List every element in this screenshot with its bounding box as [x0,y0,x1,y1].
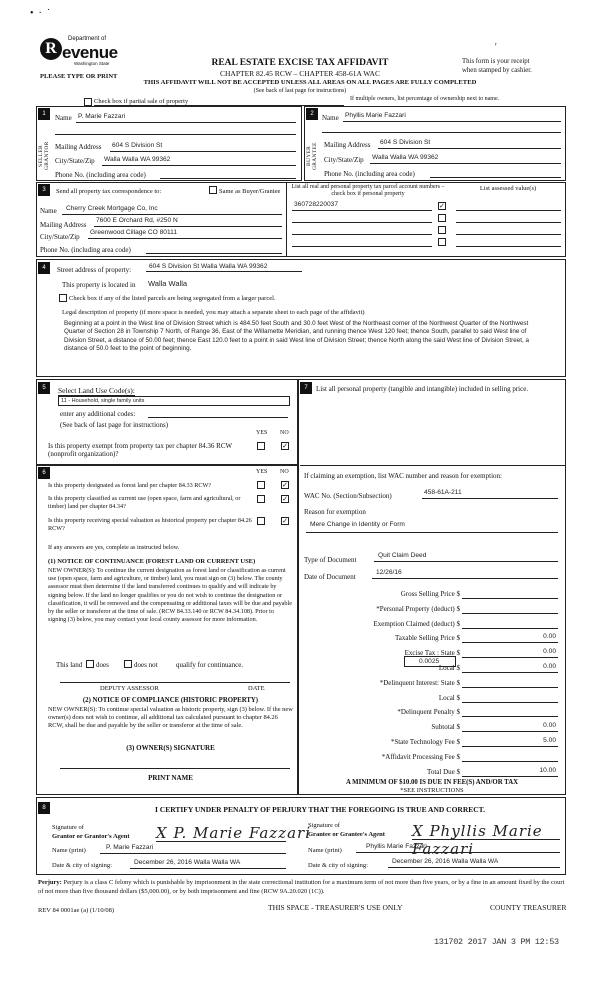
grantee-date-label: Date & city of signing: [308,862,368,869]
grantee-name-line [356,852,560,853]
does-not-label: does not [134,661,158,669]
taxpayer-mail-label: Mailing Address [40,221,87,229]
county-treasurer: COUNTY TREASURER [490,903,567,912]
complete-instructions: If any answers are yes, complete as instructed below. [48,544,180,551]
seller-name-value[interactable]: P. Marie Fazzari [78,113,126,120]
street-label: Street address of property: [57,266,132,274]
multiple-owners-note: If multiple owners, list percentage of ownership next to name. [350,96,500,102]
wac-value[interactable]: 458-61A-211 [424,489,462,496]
historic-yes-checkbox[interactable] [257,517,265,525]
seller-city-label: City/State/Zip [55,157,95,165]
grantee-sig-label-1: Signature of [308,822,340,829]
current-use-question: Is this property classified as current use (open space, farm and agricultural, or timber) land per chapter 84.34? [48,495,241,510]
historic-question: Is this property receiving special valuation as historical property per chapter 84.26 RCW? [48,517,252,532]
grantee-date-line [388,867,560,868]
please-type: PLEASE TYPE OR PRINT [40,73,118,80]
land-use-no-header: NO [280,430,289,436]
owner-signature-label: (3) OWNER(S) SIGNATURE [126,744,215,752]
tax-row-line [462,702,558,703]
certify-text: I CERTIFY UNDER PENALTY OF PERJURY THAT THE FOREGOING IS TRUE AND CORRECT. [154,805,485,814]
parcel-line-1 [292,210,432,211]
partial-sale-checkbox[interactable] [84,98,92,106]
parcel-line-3 [292,234,432,235]
reason-label: Reason for exemption [304,508,366,516]
grantor-name-label: Name (print) [52,847,86,854]
buyer-side-label: BUYER GRANTEE [306,142,318,170]
street-value[interactable]: 604 S Division St Walla Walla WA 99362 [149,263,268,270]
grantee-signature-line [412,839,560,840]
taxpayer-phone-line [146,253,282,254]
seller-mail-label: Mailing Address [55,143,102,151]
tax-row-line [462,716,558,717]
section-1-badge: 1 [38,108,50,120]
wac-line [422,498,558,499]
qualify-label: qualify for continuance. [176,661,244,669]
tax-row-label: *Delinquent Penalty $ [397,708,460,717]
grantor-date-line [130,868,286,869]
personal-property-checkbox-4[interactable] [438,238,446,246]
wac-prompt: If claiming an exemption, list WAC number and reason for exemption: [304,472,502,480]
taxpayer-send-label: Send all property tax correspondence to: [56,188,162,195]
section-3-badge: 3 [38,184,50,196]
parcel-line-4 [292,246,432,247]
personal-property-label: List all personal property (tangible and intangible) included in selling price. [316,385,529,393]
same-as-buyer-checkbox[interactable] [209,186,217,194]
print-name-label: PRINT NAME [148,774,193,782]
section-5-badge: 5 [38,382,50,394]
current-use-yes-checkbox[interactable] [257,495,265,503]
buyer-city-label: City/State/Zip [324,156,364,164]
street-line [146,271,302,272]
tax-row-label: Local $ [438,693,460,702]
grantee-sig-label-2: Grantee or Grantee's Agent [308,831,385,838]
tax-row-line [462,731,558,732]
section-2-badge: 2 [306,108,318,120]
personal-property-checkbox-3[interactable] [438,226,446,234]
tax-row-label: *State Technology Fee $ [390,738,460,746]
form-title: REAL ESTATE EXCISE TAX AFFIDAVIT [211,58,389,68]
tax-row-line [462,672,558,673]
doc-date-label: Date of Document [304,573,356,581]
grantee-signature[interactable]: X Phyllis Marie Fazzari [412,822,543,858]
corner-marks: • · ˙ [30,8,51,19]
logo-main-text: evenue [62,43,118,62]
current-use-no-checkbox[interactable]: ✓ [282,495,288,503]
exempt-no-checkbox[interactable]: ✓ [282,442,288,450]
personal-property-checkbox-1[interactable]: ✓ [439,202,445,210]
buyer-name-value[interactable]: Phyllis Marie Fazzari [345,112,406,119]
taxpayer-city-label: City/State/Zip [40,233,80,241]
reason-line [306,532,558,533]
taxpayer-name-line [62,214,282,215]
perjury-notice [38,879,566,896]
this-land-label: This land [56,661,83,669]
forest-yes-checkbox[interactable] [257,481,265,489]
seller-mail-line [110,151,296,152]
tax-row-line [462,746,558,747]
section-7-badge: 7 [300,382,312,394]
seller-city-value[interactable]: Walla Walla WA 99362 [104,156,171,163]
notice-1-title: (1) NOTICE OF CONTINUANCE (FOREST LAND OR CURRENT USE) [48,558,256,565]
exempt-yes-checkbox[interactable] [257,442,265,450]
tax-row-value[interactable]: 0.00 [543,648,556,656]
logo-top-text: Department of [68,36,107,42]
form-number: REV 84 0001ae (a) (1/10/08) [38,907,115,914]
located-label: This property is located in [62,281,136,289]
legal-description[interactable]: Beginning at a point in the West line of Division Street which is 484.50 feet South and 30.0 feet West of the Northeast corner of the Northwest Quarter of the Northwest Quarter of Section 28 in Township 7 North, of Range 36, East of the Willamette Meridian, and running thence West 120 feet; thence South, parallel to said West line of Division Street, a distance of 50.00 feet; thence East 120.0 feet to a point in said West line of Division Street; thence North along the said West line of Division Street, a distance of 50.0 feet to the point of beginning. [64,320,529,353]
land-use-selected-value: 11 - Household, single family units [61,398,145,404]
property-section [36,259,566,377]
tax-row-value[interactable]: 5.00 [543,737,556,744]
doc-date-value[interactable]: 12/26/16 [376,569,402,576]
deputy-label: DEPUTY ASSESSOR [100,685,159,692]
forest-no-checkbox[interactable]: ✓ [282,481,288,489]
seller-name-label: Name [55,114,72,122]
segregated-checkbox[interactable] [59,294,67,302]
buyer-blank-line [322,132,561,133]
see-instructions: *SEE INSTRUCTIONS [400,787,464,794]
land-use-yes-header: YES [256,430,268,436]
grantor-sig-label-1: Signature of [52,824,84,831]
assessed-line-4 [456,246,561,247]
tax-row-label: Taxable Selling Price $ [394,634,460,643]
grantor-date-value[interactable]: December 26, 2016 Walla Walla WA [134,859,241,866]
historic-no-checkbox[interactable]: ✓ [282,517,288,525]
taxpayer-name-label: Name [40,207,57,215]
located-value[interactable]: Walla Walla [148,279,188,288]
accounts-divider [286,182,287,257]
land-use-select[interactable] [58,396,290,406]
revenue-logo [40,38,130,70]
taxpayer-mail-value[interactable]: 7600 E Orchard Rd, #250 N [96,217,178,224]
buyer-city-value[interactable]: Walla Walla WA 99362 [372,154,439,161]
deputy-line [60,682,290,683]
buyer-mail-label: Mailing Address [324,141,371,149]
seller-name-line [76,122,296,123]
taxpayer-city-value[interactable]: Greenwood Cillage CO 80111 [90,229,177,236]
parcel-line-2 [292,222,432,223]
tax-row-value[interactable]: 0.00 [543,722,556,730]
s6-yes-header: YES [256,469,268,475]
buyer-name-line [343,121,561,122]
seller-city-line [102,165,296,166]
tax-row-label: *Delinquent Interest: State $ [379,678,460,687]
grantee-date-value[interactable]: December 26, 2016 Walla Walla WA [392,858,499,865]
same-as-buyer-label: Same as Buyer/Grantee [219,188,281,195]
grantor-name-value[interactable]: P. Marie Fazzari [106,844,154,851]
tax-row-line [462,628,558,629]
tax-row-label: Local $ [438,664,460,672]
exempt-question: Is this property exempt from property tax per chapter 84.36 RCW (nonprofit organization)? [48,442,232,458]
partial-sale-label: Check box if partial sale of property [94,98,344,106]
seller-side-label: SELLER GRANTOR [38,141,50,171]
buyer-name-label: Name [322,114,339,122]
forest-question: Is this property designated as forest land per chapter 84.33 RCW? [48,482,212,489]
buyer-phone-label: Phone No. (including area code) [324,170,415,178]
parcel-account-1[interactable]: 360728220037 [294,201,339,208]
grantee-name-label: Name (print) [308,847,342,854]
minimum-due: A MINIMUM OF $10.00 IS DUE IN FEE(S) AND/OR TAX [345,779,519,786]
tax-row-label: Subtotal $ [431,723,460,732]
personal-property-checkbox-2[interactable] [438,214,446,222]
section-8-badge: 8 [38,802,50,814]
grantor-signature-line [156,841,286,842]
grantor-name-line [100,853,286,854]
doc-type-line [374,561,558,562]
tax-row-line [462,613,558,614]
grantor-sig-label-2: Grantor or Grantor's Agent [52,833,130,840]
tax-row-line [462,598,558,599]
buyer-mail-line [378,148,561,149]
buyer-phone-line [430,177,561,178]
local-rate-value: 0.0025 [419,658,440,665]
reason-value[interactable]: Mere Change in Identity or Form [310,521,405,528]
tax-row-value[interactable]: 10.00 [539,766,556,774]
assessed-header: List assessed value(s) [479,185,537,192]
doc-date-line [372,578,558,579]
seller-phone-label: Phone No. (including area code) [55,171,146,179]
receipt-line-1: This form is your receipt [462,58,530,65]
tax-row-line [462,657,558,658]
owner-signature-line[interactable] [60,768,290,769]
notice-2-body: NEW OWNER(S): To continue special valuation as historic property, sign (3) below. If the new owner(s) does not wish to continue, all additional tax calculated pursuant to chapter 84.26 RCW, shall be due and payable by the seller or transferor at the time of sale. [48,706,293,729]
land-use-label: Select Land Use Code(s): [58,386,135,395]
s7-divider [300,465,566,466]
notice-2-title: (2) NOTICE OF COMPLIANCE (HISTORIC PROPERTY) [82,697,259,704]
treasurer-space: THIS SPACE - TREASURER'S USE ONLY [268,903,403,912]
tax-row-label: *Affidavit Processing Fee $ [381,752,460,761]
assessed-line-3 [456,234,561,235]
assessed-line-1 [456,210,561,211]
s6-no-header: NO [280,469,289,475]
does-not-checkbox[interactable] [124,660,132,668]
taxpayer-phone-label: Phone No. (including area code) [40,246,131,254]
tax-row-label: Gross Selling Price $ [400,590,460,598]
tax-row-value[interactable]: 0.00 [543,663,556,670]
tax-row-line [462,761,558,762]
receipt-line-2: when stamped by cashier. [462,67,532,74]
seller-phone-line [160,178,296,179]
additional-codes-label: enter any additional codes: [60,410,136,418]
does-checkbox[interactable] [86,660,94,668]
stray-mark: ʳ [495,40,497,50]
perjury-label: Perjury: [38,879,62,886]
grantee-name-value[interactable]: Phyllis Marie Fazzari [366,843,427,850]
tax-row-line [462,687,558,688]
notice-1-body: NEW OWNER(S): To continue the current designation as forest land or classification as current use (open space, farm and agriculture, or timber) land, you must sign on (3) below. The county assessor must then determine if the land transferred continues to qualify and will indicate by signing below. If the land no longer qualifies or you do not wish to continue the designation or classification, it will be removed and the compensating or additional taxes will be due and payable by the seller or transferor at the time of sale. (RCW 84.33.140 or RCW 84.34.108). Prior to signing (3) below, you may contact your local county assessor for more information. [48,567,292,624]
local-rate-box[interactable] [404,656,456,667]
wac-label: WAC No. (Section/Subsection) [304,492,392,500]
legal-label: Legal description of property (if more space is needed, you may attach a separate sheet to each page of the affidavit) [62,309,365,316]
doc-type-value[interactable]: Quit Claim Deed [378,552,427,559]
buyer-mail-value[interactable]: 604 S Division St [380,139,431,146]
does-label: does [96,661,109,669]
deputy-date-label: DATE [248,685,265,692]
grantor-date-label: Date & city of signing: [52,862,112,869]
tax-row-label: Total Due $ [427,767,460,776]
see-back-text: (See back of last page for instructions) [253,88,347,94]
tax-row-label: *Personal Property (deduct) $ [376,604,460,613]
segregated-label: Check box if any of the listed parcels are being segregated from a larger parcel. [69,295,276,302]
additional-codes-line [148,417,288,418]
accounts-header: List all real and personal property tax parcel account numbers – check box if personal property [291,184,445,197]
tax-row-line [462,776,558,777]
land-use-see-back: (See back of last page for instructions) [60,421,169,429]
taxpayer-name-value[interactable]: Cherry Creek Mortgage Co, Inc [66,205,158,212]
grantor-signature[interactable]: X P. Marie Fazzari [156,824,311,842]
taxpayer-city-line [88,238,282,239]
warning-text: THIS AFFIDAVIT WILL NOT BE ACCEPTED UNLESS ALL AREAS ON ALL PAGES ARE FULLY COMPLETED [143,79,477,86]
section-7 [298,379,566,795]
logo-r-glyph: R [40,38,62,60]
section-6-badge: 6 [38,467,50,479]
seller-blank-line [55,134,296,135]
taxpayer-mail-line [94,226,282,227]
receipt-stamp: 131702 2017 JAN 3 PM 12:53 [434,937,559,947]
doc-type-label: Type of Document [304,556,357,564]
tax-row-line [462,642,558,643]
chapter-text: CHAPTER 82.45 RCW – CHAPTER 458-61A WAC [220,69,380,78]
tax-row-label: Exemption Claimed (deduct) $ [373,619,460,628]
perjury-text: Perjury is a class C felony which is punishable by imprisonment in the state correctional institution for a maximum term of not more than five years, or by a fine in an amount fixed by the court of not more than five thousand dollars ($5,000.00), or by both imprisonment and fine (RCW 9A.20.020 (1C)). [38,879,565,895]
section-4-badge: 4 [38,262,50,274]
seller-mail-value[interactable]: 604 S Division St [112,142,163,149]
tax-row-value[interactable]: 0.00 [543,633,556,641]
buyer-city-line [370,163,561,164]
logo-sub-text: Washington State [74,61,110,66]
tax-row-label: Excise Tax : State $ [404,649,460,658]
assessed-line-2 [456,222,561,223]
